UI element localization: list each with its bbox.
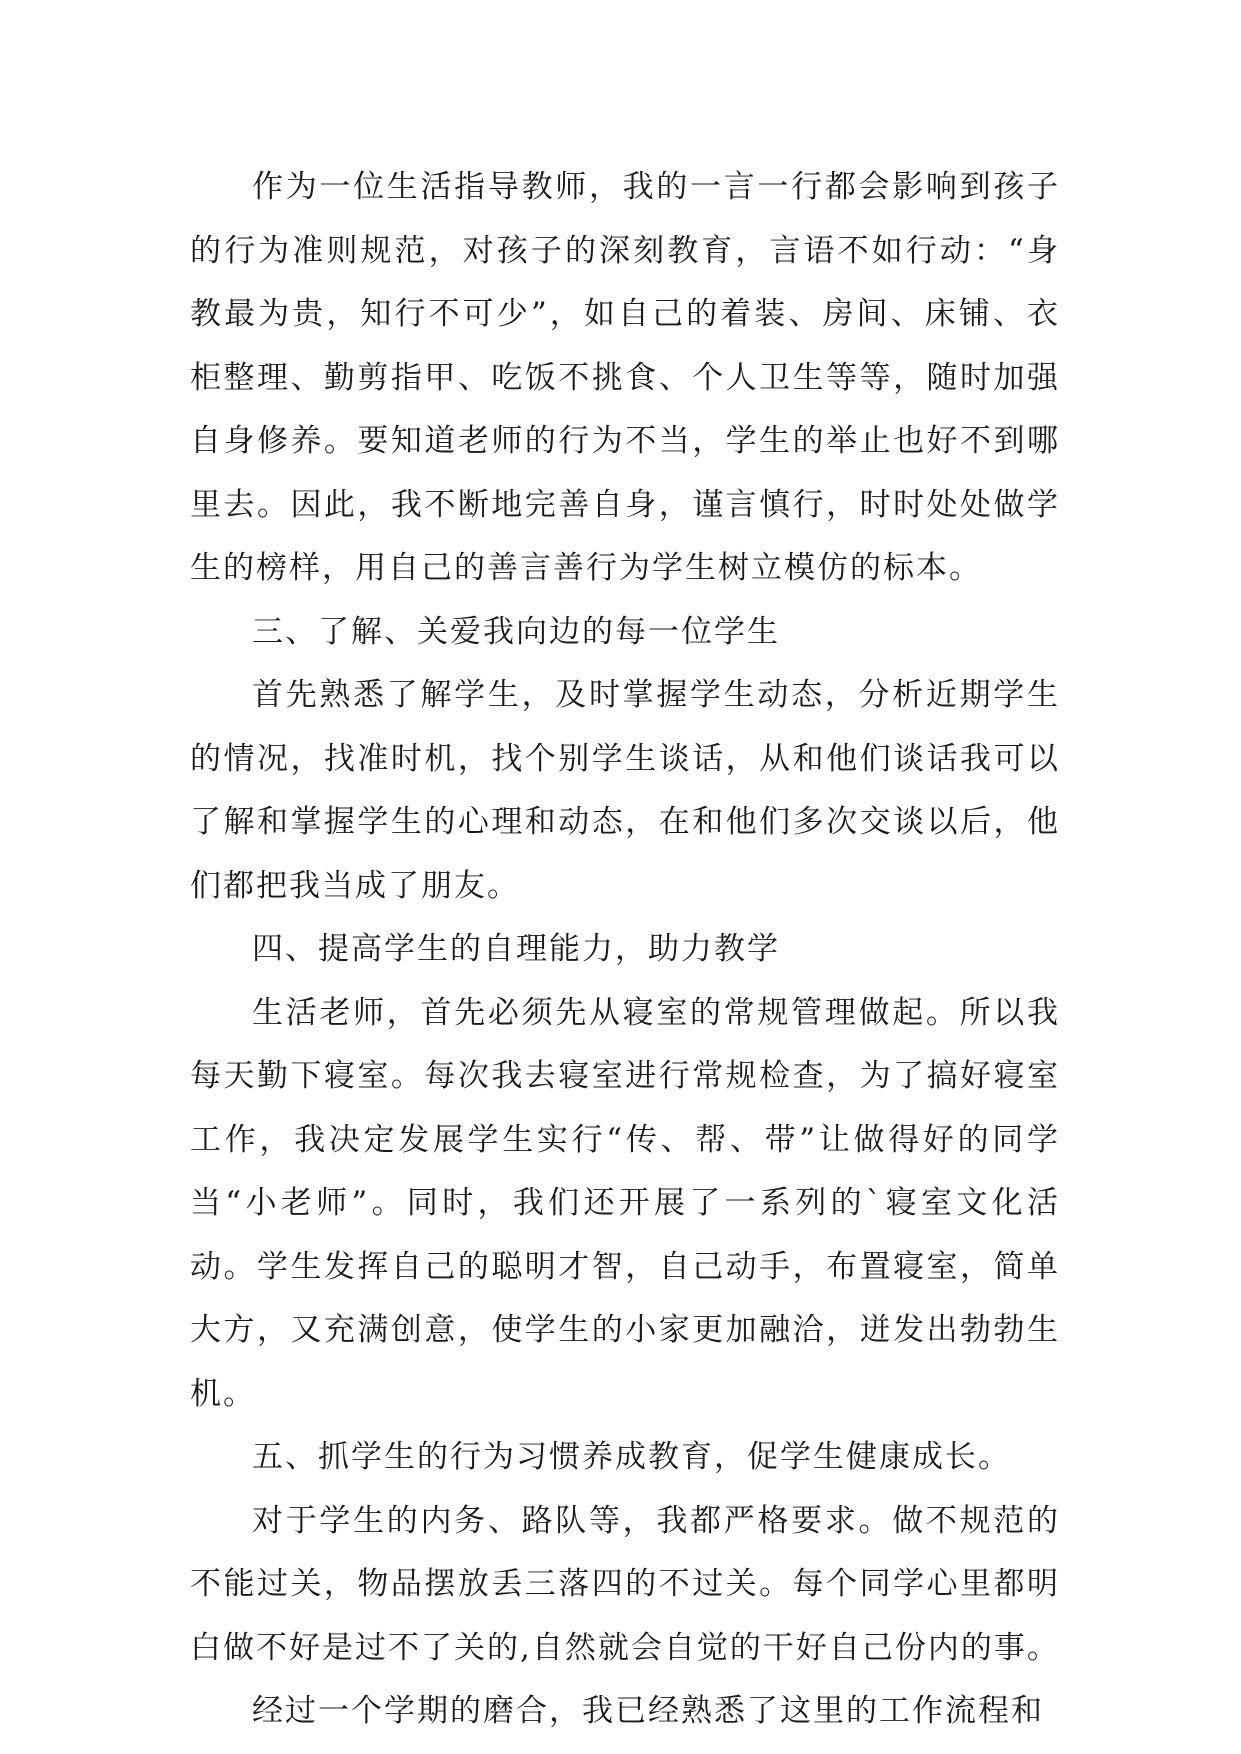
heading-section-four: 四、提高学生的自理能力，助力教学 — [252, 931, 780, 967]
heading-section-five: 五、抓学生的行为习惯养成教育，促学生健康成长。 — [252, 1439, 1011, 1475]
paragraph-dorm-management: 生活老师，首先必须先从寝室的常规管理做起。所以我每天勤下寝室。每次我去寝室进行常规检查，为了搞好寝室工作，我决定发展学生实行“传、帮、带”让做得好的同学当“小老师”。同时，我们还开展了一系列的`寝室文化活动。学生发挥自己的聪明才智，自己动手，布置寝室，简单大方，又充满创意，使学生的小家更加融洽，迸发出勃勃生机。 — [190, 994, 1060, 1412]
paragraph-behavior-habits: 对于学生的内务、路队等，我都严格要求。做不规范的不能过关，物品摆放丢三落四的不过关。每个同学心里都明白做不好是过不了关的,自然就会自觉的干好自己份内的事。 — [190, 1502, 1060, 1666]
paragraph-semester-summary: 经过一个学期的磨合，我已经熟悉了这里的工作流程和 — [252, 1693, 1044, 1729]
document-body — [190, 156, 1060, 1744]
paragraph-role-model: 作为一位生活指导教师，我的一言一行都会影响到孩子的行为准则规范，对孩子的深刻教育，言语不如行动：“身教最为贵，知行不可少”，如自己的着装、房间、床铺、衣柜整理、勤剪指甲、吃饭不挑食、个人卫生等等，随时加强自身修养。要知道老师的行为不当，学生的举止也好不到哪里去。因此，我不断地完善自身，谨言慎行，时时处处做学生的榜样，用自己的善言善行为学生树立模仿的标本。 — [190, 169, 1060, 586]
paragraph-know-students: 首先熟悉了解学生，及时掌握学生动态，分析近期学生的情况，找准时机，找个别学生谈话，从和他们谈话我可以了解和掌握学生的心理和动态，在和他们多次交谈以后，他们都把我当成了朋友。 — [190, 677, 1060, 904]
heading-section-three: 三、了解、关爱我向边的每一位学生 — [252, 613, 780, 650]
